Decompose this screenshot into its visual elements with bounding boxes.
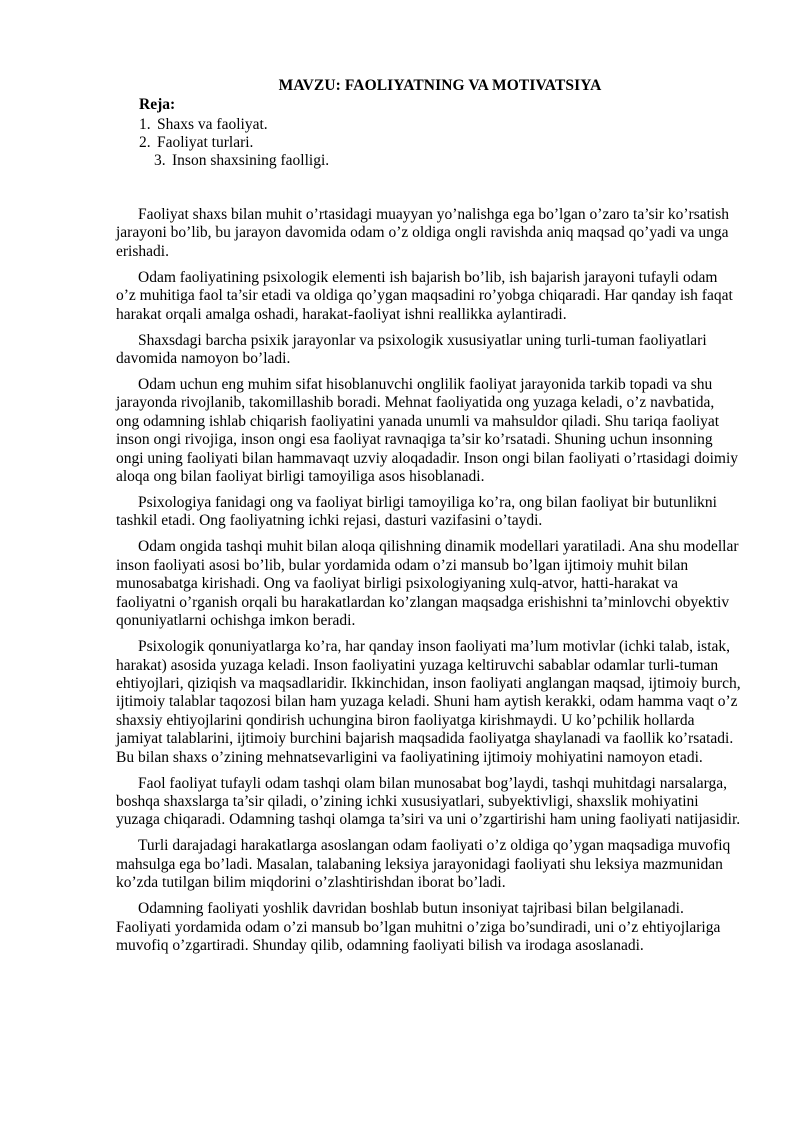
plan-item <box>139 133 253 152</box>
body-paragraph: Odam uchun eng muhim sifat hisoblanuvchi onglilik faoliyat jarayonida tarkib topadi va shu jarayonda rivojlanib, takomillashib boradi. Mehnat faoliyatida ong yuzaga keladi, o’z navbatida, ong odamning ishlab chiqarish faoliyatini yanada unumli va mahsuldor qiladi. Shu tariqa faoliyat inson ongi rivojiga, inson ongi esa faoliyat ravnaqiga ta’sir ko’rsatadi. Shuning uchun insonning ongi uning faoliyati bilan hammavaqt uzviy aloqadadir. Inson ongi bilan faoliyati o’rtasidagi doimiy aloqa ong bilan faoliyat birligi tamoyiliga asos hisoblanadi. <box>116 376 739 486</box>
plan-item-text: Faoliyat turlari. <box>157 134 254 151</box>
plan-item-text: Inson shaxsining faolligi. <box>172 152 330 169</box>
document-title: MAVZU: FAOLIYATNING VA MOTIVATSIYA <box>278 77 602 94</box>
body-paragraph: Turli darajadagi harakatlarga asoslangan odam faoliyati o’z oldiga qo’ygan maqsadiga muvofiq mahsulga ega bo’ladi. Masalan, talabaning leksiya jarayonidagi faoliyati shu leksiya mazmunidan ko’zda tutilgan bilim miqdorini o’zlashtirishdan iborat bo’ladi. <box>116 837 731 892</box>
plan-item-number: 3. <box>154 152 166 169</box>
body-paragraph: Odam ongida tashqi muhit bilan aloqa qilishning dinamik modellari yaratiladi. Ana shu modellar inson faoliyati asosi bo’lib, bular yordamida odam o’zi mansub bo’lgan ijtimoiy muhit bilan munosabatga kirishadi. Ong va faoliyat birligi psixologiyaning xulq-atvor, hatti-harakat va faoliyatni o’rganish orqali bu harakatlardan ko’zlangan maqsadga erishishni ta’minlovchi obyektiv qonuniyatlarni ochishga imkon beradi. <box>116 538 739 630</box>
body-paragraph: Odam faoliyatining psixologik elementi ish bajarish bo’lib, ish bajarish jarayoni tufayli odam o’z muhitiga faol ta’sir etadi va oldiga qo’ygan maqsadini ro’yobga chiqaradi. Har qanday ish faqat harakat orqali amalga oshadi, harakat-faoliyat ishni reallikka aylantiradi. <box>116 268 733 323</box>
plan-item-number: 2. <box>139 134 151 151</box>
body-paragraph: Shaxsdagi barcha psixik jarayonlar va psixologik xususiyatlar uning turli-tuman faoliyatlari davomida namoyon bo’ladi. <box>116 331 707 368</box>
plan-item <box>154 151 329 170</box>
body-paragraph: Psixologiya fanidagi ong va faoliyat birligi tamoyiliga ko’ra, ong bilan faoliyat bir butunlikni tashkil etadi. Ong faoliyatning ichki rejasi, dasturi vazifasini o’taydi. <box>116 494 717 530</box>
document-body <box>116 206 741 963</box>
body-paragraph: Faol faoliyat tufayli odam tashqi olam bilan munosabat bog’laydi, tashqi muhitdagi narsalarga, boshqa shaxslarga ta’sir qiladi, o’zining ichki xususiyatlari, subyektivligi, shaxslik mohiyatini yuzaga chiqaradi. Odamning tashqi olamga ta’siri va uni o’zgartirishi ham uning faoliyati natijasidir. <box>116 774 741 829</box>
plan-item <box>139 115 268 134</box>
body-paragraph: Psixologik qonuniyatlarga ko’ra, har qanday inson faoliyati ma’lum motivlar (ichki talab, istak, harakat) asosida yuzaga keladi. Inson faoliyatini yuzaga keltiruvchi sabablar odamlar turli-tuman ehtiyojlari, qiziqish va maqsadlaridir. Ikkinchidan, inson faoliyati anglangan maqsad, ijtimoiy burch, ijtimoiy talablar taqozosi bilan ham yuzaga keladi. Shuni ham aytish kerakki, odam hamma vaqt o’z shaxsiy ehtiyojlarini qondirish uchungina biron faoliyatga kirishmaydi. U ko’pchilik hollarda jamiyat talablarini, ijtimoiy burchini bajarish maqsadida faoliyatga shaylanadi va faollik ko’rsatadi. Bu bilan shaxs o’zining mehnatsevarligini va faoliyatining ijtimoiy mohiyatini namoyon etadi. <box>116 638 741 766</box>
body-paragraph: Faoliyat shaxs bilan muhit o’rtasidagi muayyan yo’nalishga ega bo’lgan o’zaro ta’sir ko’rsatish jarayoni bo’lib, bu jarayon davomida odam o’z oldiga ongli ravishda aniq maqsad qo’yadi va unga erishadi. <box>116 206 730 260</box>
body-paragraph: Odamning faoliyati yoshlik davridan boshlab butun insoniyat tajribasi bilan belgilanadi. Faoliyati yordamida odam o’zi mansub bo’lgan muhitni o’ziga bo’sundiradi, uni o’z ehtiyojlariga muvofiq o’zgartiradi. Shunday qilib, odamning faoliyati bilish va irodaga asoslanadi. <box>116 900 721 954</box>
plan-item-number: 1. <box>139 116 151 133</box>
plan-heading: Reja: <box>139 96 176 113</box>
plan-item-text: Shaxs va faoliyat. <box>157 116 268 133</box>
